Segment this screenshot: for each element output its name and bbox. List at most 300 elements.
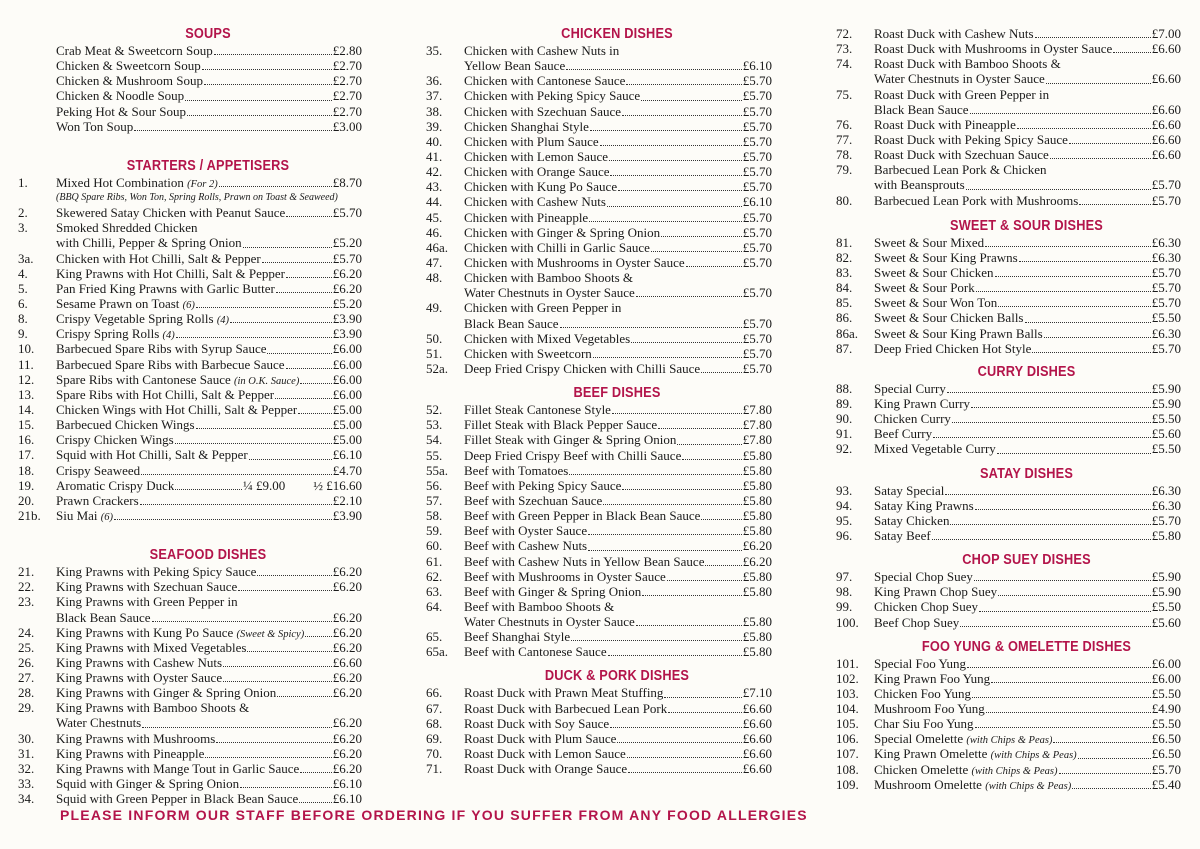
menu-item xyxy=(426,194,772,209)
item-price: £5.70 xyxy=(1151,280,1181,296)
dot-leader xyxy=(997,453,1151,454)
dot-leader xyxy=(175,443,332,444)
item-note: (For 2) xyxy=(187,178,218,190)
menu-item xyxy=(836,193,1181,208)
item-name xyxy=(464,761,627,776)
item-name xyxy=(874,716,974,731)
section-heading: CURRY DISHES xyxy=(977,363,1076,380)
item-price: £5.40 xyxy=(1151,776,1181,792)
item-price: £5.80 xyxy=(742,508,772,524)
menu-item xyxy=(836,147,1181,162)
item-name-text: Chicken & Sweetcorn Soup xyxy=(56,58,201,74)
item-name xyxy=(464,285,635,300)
item-price: £5.70 xyxy=(1151,177,1181,193)
menu-item xyxy=(836,26,1181,41)
item-number: 37. xyxy=(426,88,443,104)
item-name xyxy=(874,777,1071,794)
menu-item xyxy=(18,447,362,462)
item-number: 25. xyxy=(18,639,35,655)
item-price: £5.80 xyxy=(742,492,772,508)
item-name-text: Beef with Oyster Sauce xyxy=(464,523,588,539)
item-name-text: Aromatic Crispy Duck xyxy=(56,477,175,493)
menu-item xyxy=(426,73,772,88)
item-number: 52. xyxy=(426,402,443,418)
item-number: 103. xyxy=(836,685,859,701)
menu-section xyxy=(18,547,362,806)
item-number: 104. xyxy=(836,701,859,717)
item-note: (6) xyxy=(182,299,195,311)
item-name xyxy=(464,225,660,240)
item-number: 45. xyxy=(426,209,443,225)
dot-leader xyxy=(1046,83,1151,84)
item-price: £6.60 xyxy=(1151,131,1181,147)
item-price: £6.10 xyxy=(332,791,362,807)
dot-leader xyxy=(972,697,1151,698)
item-price: £5.50 xyxy=(1151,685,1181,701)
menu-section xyxy=(18,158,362,523)
item-name xyxy=(56,432,174,447)
item-name xyxy=(874,341,1031,356)
menu-item xyxy=(426,584,772,599)
dot-leader xyxy=(298,413,332,414)
item-name-text: Beef Curry xyxy=(874,426,933,442)
item-price: £5.50 xyxy=(1151,716,1181,732)
item-name xyxy=(874,483,944,498)
item-number: 15. xyxy=(18,417,35,433)
item-number: 72. xyxy=(836,26,853,41)
item-name xyxy=(56,700,249,715)
item-name-text: Fillet Steak with Ginger & Spring Onion xyxy=(464,432,677,448)
dot-leader xyxy=(187,115,332,116)
dot-leader xyxy=(142,727,332,728)
item-name xyxy=(464,88,640,103)
item-price: £2.80 xyxy=(332,43,362,58)
item-name xyxy=(874,177,965,192)
item-name xyxy=(56,205,285,220)
dot-leader xyxy=(140,504,332,505)
menu-item xyxy=(426,402,772,417)
menu-item xyxy=(836,569,1181,584)
item-number: 91. xyxy=(836,426,853,442)
item-price: £6.30 xyxy=(1151,234,1181,250)
item-price: £6.00 xyxy=(332,371,362,387)
item-price: £6.50 xyxy=(1151,731,1181,747)
item-number: 14. xyxy=(18,401,35,417)
menu-item xyxy=(836,671,1181,686)
item-price: £5.70 xyxy=(742,209,772,225)
item-number: 31. xyxy=(18,745,35,761)
dot-leader xyxy=(603,504,741,505)
item-number: 55. xyxy=(426,447,443,463)
item-name-text: Sweet & Sour Pork xyxy=(874,280,975,296)
item-number: 3a. xyxy=(18,250,34,266)
item-price: £7.80 xyxy=(742,432,772,448)
menu-item xyxy=(836,381,1181,396)
item-name xyxy=(464,316,559,331)
menu-item xyxy=(426,361,772,376)
item-number: 19. xyxy=(18,477,35,493)
dot-leader xyxy=(701,519,741,520)
dot-leader xyxy=(985,246,1151,247)
item-name xyxy=(464,104,621,119)
item-name-text: Chicken Curry xyxy=(874,411,951,427)
menu-item xyxy=(18,432,362,447)
item-name xyxy=(464,731,616,746)
menu-item xyxy=(836,716,1181,731)
item-number: 49. xyxy=(426,300,443,316)
menu-item xyxy=(426,761,772,776)
item-price: £6.20 xyxy=(332,685,362,701)
item-price: £5.80 xyxy=(742,614,772,630)
item-name xyxy=(874,396,970,411)
item-name xyxy=(874,41,1112,56)
dot-leader xyxy=(216,742,331,743)
dot-leader xyxy=(971,407,1151,408)
item-name-text: with Beansprouts xyxy=(874,177,965,193)
item-price: £5.70 xyxy=(1151,340,1181,356)
item-price: £6.20 xyxy=(332,760,362,776)
item-number: 48. xyxy=(426,270,443,286)
section-heading: SEAFOOD DISHES xyxy=(149,547,267,564)
item-number: 18. xyxy=(18,462,35,478)
menu-item xyxy=(426,300,772,315)
item-name-text: Chicken with Green Pepper in xyxy=(464,300,622,316)
item-name-text: Chicken with Cashew Nuts in xyxy=(464,43,620,58)
item-number: 66. xyxy=(426,685,443,701)
item-name-text: Special Omelette xyxy=(874,731,964,747)
item-number: 107. xyxy=(836,746,859,762)
item-price: £5.70 xyxy=(742,133,772,149)
item-name-text: Deep Fried Crispy Beef with Chilli Sauce xyxy=(464,447,682,463)
menu-item xyxy=(836,310,1181,325)
item-name-text: King Prawn Foo Yung xyxy=(874,670,991,686)
item-name-text: Chicken with Bamboo Shoots & xyxy=(464,270,633,286)
item-price: £5.80 xyxy=(742,477,772,493)
item-name xyxy=(464,448,681,463)
item-name-text: Special Chop Suey xyxy=(874,569,973,585)
item-price: £6.20 xyxy=(742,538,772,554)
item-price: £2.70 xyxy=(332,58,362,74)
item-price: £5.70 xyxy=(742,330,772,346)
item-name xyxy=(874,250,1018,265)
item-price: £6.00 xyxy=(1151,655,1181,671)
menu-item xyxy=(836,483,1181,498)
item-number: 42. xyxy=(426,164,443,180)
menu-item xyxy=(836,686,1181,701)
item-number: 93. xyxy=(836,482,853,498)
item-name-text: Chicken with Mixed Vegetables xyxy=(464,330,631,346)
section-heading: STARTERS / APPETISERS xyxy=(126,157,290,174)
item-name xyxy=(56,791,298,806)
dot-leader xyxy=(566,69,742,70)
item-name xyxy=(464,463,568,478)
item-name-text: Chicken with Chilli in Garlic Sauce xyxy=(464,239,650,255)
item-name xyxy=(56,119,133,134)
menu-item xyxy=(18,387,362,402)
item-price: £5.00 xyxy=(332,417,362,433)
item-name xyxy=(874,280,975,295)
item-number: 17. xyxy=(18,447,35,463)
item-name xyxy=(56,715,141,730)
item-price: £6.20 xyxy=(332,624,362,640)
item-number: 28. xyxy=(18,685,35,701)
dot-leader xyxy=(667,580,742,581)
menu-item xyxy=(836,513,1181,528)
item-price: £7.00 xyxy=(1151,26,1181,41)
menu-item xyxy=(426,225,772,240)
item-price: £4.70 xyxy=(332,462,362,478)
dot-leader xyxy=(588,550,742,551)
dot-leader xyxy=(610,727,742,728)
item-price: £6.20 xyxy=(332,579,362,595)
item-name-text: Water Chestnuts in Oyster Sauce xyxy=(874,71,1045,87)
item-name-text: Sweet & Sour Mixed xyxy=(874,234,985,250)
menu-item xyxy=(426,463,772,478)
item-name xyxy=(464,164,609,179)
item-name xyxy=(464,119,589,134)
item-name-text: Chicken Omelette xyxy=(874,761,969,777)
dot-leader xyxy=(590,130,742,131)
item-price: £6.20 xyxy=(742,553,772,569)
dot-leader xyxy=(986,712,1151,713)
item-name-text: King Prawn Omelette xyxy=(874,746,988,762)
item-name xyxy=(464,701,667,716)
menu-item xyxy=(426,331,772,346)
item-price: £3.90 xyxy=(332,326,362,342)
item-name-text: with Chilli, Pepper & Spring Onion xyxy=(56,235,242,251)
item-price: £5.80 xyxy=(742,568,772,584)
item-name-text: Chicken Shanghai Style xyxy=(464,118,589,134)
menu-item xyxy=(18,640,362,655)
item-price: £5.70 xyxy=(1151,512,1181,528)
menu-item xyxy=(836,326,1181,341)
menu-item xyxy=(18,43,362,58)
item-price: £6.10 xyxy=(742,58,772,74)
dot-leader xyxy=(967,667,1151,668)
item-name-text: Satay Beef xyxy=(874,527,931,543)
item-name-text: Roast Duck with Pineapple xyxy=(874,116,1016,132)
item-number: 43. xyxy=(426,179,443,195)
item-number: 5. xyxy=(18,280,28,296)
item-number: 90. xyxy=(836,411,853,427)
item-name-text: Black Bean Sauce xyxy=(464,315,559,331)
item-name xyxy=(464,493,602,508)
item-price: £6.20 xyxy=(332,265,362,281)
item-number: 95. xyxy=(836,512,853,528)
menu-section xyxy=(426,385,772,659)
item-name xyxy=(464,73,625,88)
item-name-text: Peking Hot & Sour Soup xyxy=(56,103,187,119)
item-name-text: Roast Duck with Lemon Sauce xyxy=(464,746,626,762)
dot-leader xyxy=(612,413,742,414)
dot-leader xyxy=(240,787,332,788)
dot-leader xyxy=(618,190,742,191)
item-name-text: Crispy Chicken Wings xyxy=(56,432,174,448)
dot-leader xyxy=(238,590,332,591)
item-name-text: Water Chestnuts in Oyster Sauce xyxy=(464,285,635,301)
item-name xyxy=(56,266,285,281)
menu-item xyxy=(836,584,1181,599)
item-name xyxy=(874,102,969,117)
dot-leader xyxy=(631,342,742,343)
menu-item xyxy=(426,255,772,270)
item-number: 8. xyxy=(18,311,28,327)
item-name xyxy=(56,746,204,761)
menu-item xyxy=(18,251,362,266)
item-name xyxy=(874,426,932,441)
item-name-text: Fillet Steak with Black Pepper Sauce xyxy=(464,417,658,433)
dot-leader xyxy=(677,444,741,445)
item-name-text: Chicken with Lemon Sauce xyxy=(464,148,609,164)
menu-item xyxy=(836,280,1181,295)
menu-item xyxy=(18,266,362,281)
dot-leader xyxy=(622,115,742,116)
item-name xyxy=(56,220,198,235)
dot-leader xyxy=(664,697,741,698)
item-note: (4) xyxy=(216,315,230,327)
dot-leader xyxy=(628,772,742,773)
item-name-text: Deep Fried Chicken Hot Style xyxy=(874,340,1032,356)
item-number: 101. xyxy=(836,655,859,671)
item-number: 13. xyxy=(18,386,35,402)
menu-item xyxy=(836,411,1181,426)
item-price: £5.70 xyxy=(332,205,362,221)
item-name xyxy=(464,361,700,376)
item-number: 75. xyxy=(836,86,853,102)
dot-leader xyxy=(141,474,332,475)
menu-item xyxy=(836,777,1181,792)
section-heading: SWEET & SOUR DISHES xyxy=(950,217,1103,234)
item-name-text: Spare Ribs with Cantonese Sauce xyxy=(56,371,231,387)
menu-item xyxy=(18,73,362,88)
menu-item xyxy=(18,104,362,119)
menu-item xyxy=(836,56,1181,71)
menu-item xyxy=(426,508,772,523)
item-name xyxy=(874,584,997,599)
menu-item xyxy=(426,164,772,179)
item-price: £6.30 xyxy=(1151,249,1181,265)
item-name xyxy=(56,88,184,103)
item-name xyxy=(874,528,931,543)
item-number: 83. xyxy=(836,264,853,280)
item-price: ½ £16.60 xyxy=(313,477,362,493)
item-name xyxy=(874,569,973,584)
item-price: £5.70 xyxy=(742,224,772,240)
item-number: 69. xyxy=(426,730,443,746)
menu-item xyxy=(18,579,362,594)
dot-leader xyxy=(569,474,741,475)
item-price-quarter: ¼ £9.00 xyxy=(243,477,286,493)
item-name-text: Chicken with Cantonese Sauce xyxy=(464,73,626,89)
item-note: (with Chips & Peas) xyxy=(971,765,1058,777)
item-price: £5.00 xyxy=(332,432,362,448)
dot-leader xyxy=(277,696,331,697)
item-number: 99. xyxy=(836,599,853,615)
item-number: 86. xyxy=(836,310,853,326)
item-name xyxy=(464,508,700,523)
menu-item xyxy=(426,746,772,761)
item-price: £6.10 xyxy=(332,776,362,792)
item-name-text: Chicken with Hot Chilli, Salt & Pepper xyxy=(56,250,261,266)
item-number: 96. xyxy=(836,527,853,543)
item-price: £5.80 xyxy=(1151,527,1181,543)
menu-section xyxy=(426,668,772,776)
menu-item xyxy=(426,346,772,361)
item-name-text: Sesame Prawn on Toast xyxy=(56,295,180,311)
item-name xyxy=(874,87,1049,102)
item-name xyxy=(56,594,238,609)
item-name-text: Roast Duck with Mushrooms in Oyster Sauce xyxy=(874,41,1113,57)
item-name-text: Barbecued Lean Pork with Mushrooms xyxy=(874,192,1079,208)
item-number: 71. xyxy=(426,761,443,777)
menu-item xyxy=(426,731,772,746)
item-number: 23. xyxy=(18,594,35,610)
item-number: 16. xyxy=(18,432,35,448)
item-name xyxy=(464,134,599,149)
item-name-text: Barbecued Spare Ribs with Syrup Sauce xyxy=(56,341,267,357)
item-name-text: Special Foo Yung xyxy=(874,655,966,671)
item-price: £5.70 xyxy=(1151,295,1181,311)
item-description: (BBQ Spare Ribs, Won Ton, Spring Rolls, Prawn on Toast & Seaweed) xyxy=(56,191,338,203)
item-name-text: Chicken Chop Suey xyxy=(874,599,978,615)
menu-item xyxy=(426,134,772,149)
dot-leader xyxy=(560,327,742,328)
item-price: £5.70 xyxy=(742,88,772,104)
menu-item xyxy=(18,761,362,776)
item-number: 59. xyxy=(426,523,443,539)
item-number: 82. xyxy=(836,249,853,265)
dot-leader xyxy=(185,100,332,101)
dot-leader xyxy=(701,372,742,373)
dot-leader xyxy=(705,565,741,566)
menu-item xyxy=(836,615,1181,630)
item-number: 46. xyxy=(426,224,443,240)
item-number: 30. xyxy=(18,730,35,746)
item-number: 65a. xyxy=(426,644,449,660)
dot-leader xyxy=(176,337,332,338)
item-name-text: Black Bean Sauce xyxy=(874,101,969,117)
item-price: £6.30 xyxy=(1151,482,1181,498)
dot-leader xyxy=(286,368,332,369)
menu-item xyxy=(18,493,362,508)
dot-leader xyxy=(975,727,1151,728)
item-note: (in O.K. Sauce) xyxy=(234,375,300,387)
item-name-text: Water Chestnuts xyxy=(56,715,142,731)
item-number: 27. xyxy=(18,670,35,686)
item-price: £6.60 xyxy=(1151,41,1181,57)
dot-leader xyxy=(275,398,332,399)
item-price: £5.70 xyxy=(742,73,772,89)
item-name-text: Chicken with Pineapple xyxy=(464,209,589,225)
item-name xyxy=(464,685,663,700)
item-name-text: Spare Ribs with Hot Chilli, Salt & Pepper xyxy=(56,386,275,402)
menu-item xyxy=(836,498,1181,513)
item-name-text: Crab Meat & Sweetcorn Soup xyxy=(56,43,213,58)
menu-item xyxy=(836,396,1181,411)
dot-leader xyxy=(950,524,1150,525)
menu-item xyxy=(426,285,772,300)
dot-leader xyxy=(609,160,742,161)
menu-column-2 xyxy=(426,26,772,776)
dot-leader xyxy=(1079,204,1150,205)
item-price: £5.20 xyxy=(332,295,362,311)
item-price: £5.90 xyxy=(1151,395,1181,411)
item-name-text: Smoked Shredded Chicken xyxy=(56,220,198,236)
item-note: (with Chips & Peas) xyxy=(990,750,1077,762)
dot-leader xyxy=(998,306,1151,307)
menu-item xyxy=(836,87,1181,102)
item-name xyxy=(56,493,139,508)
